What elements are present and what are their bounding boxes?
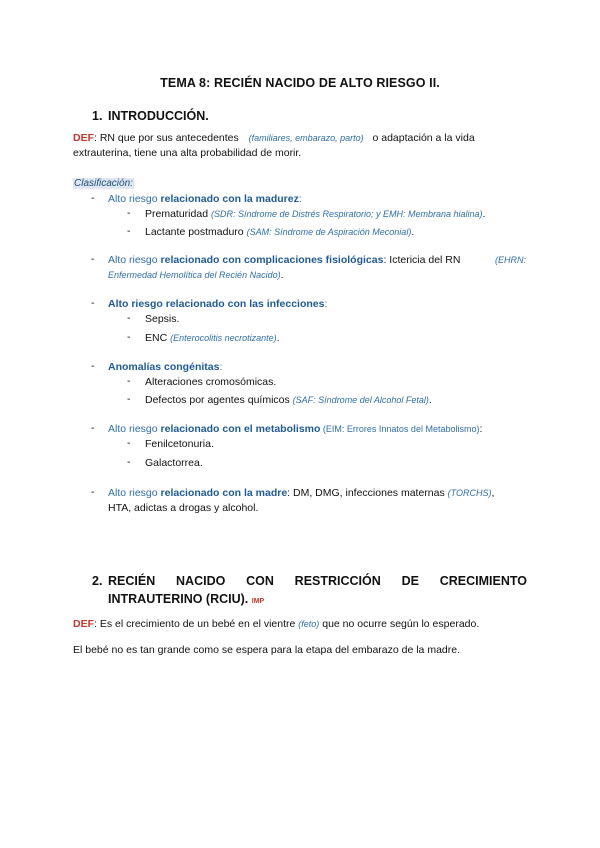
sub-bullet-dash: -	[127, 375, 131, 387]
item-bold: Alto riesgo relacionado con las infecciones	[108, 298, 325, 310]
sub-item-defectos	[145, 393, 432, 408]
item-bold: Anomalías congénitas	[108, 361, 220, 373]
sub-item-sepsis: Sepsis.	[145, 313, 180, 325]
definition-2	[73, 617, 479, 632]
def-label: DEF	[73, 132, 94, 144]
item-madre-line-2: HTA, adictas a drogas y alcohol.	[108, 502, 259, 514]
item-complicaciones	[108, 253, 526, 268]
sub-end: .	[411, 226, 415, 238]
sub-item-fenilcetonuria: Fenilcetonuria.	[145, 438, 214, 450]
item-suffix: :	[219, 361, 223, 373]
item-prefix: Alto riesgo	[108, 254, 161, 266]
item-complicaciones-line-2	[108, 268, 284, 283]
sub-bullet-dash: -	[127, 312, 131, 324]
item-madre	[108, 486, 494, 501]
sub-bullet-dash: -	[127, 456, 131, 468]
sub-bullet-dash: -	[127, 225, 131, 237]
item-metabolismo	[108, 422, 482, 437]
bullet-dash: -	[91, 297, 95, 309]
bullet-dash: -	[91, 360, 95, 372]
def-text-b: o adaptación a la vida	[372, 132, 475, 144]
sub-note: (SAF: Síndrome del Alcohol Fetal)	[292, 395, 429, 405]
sub-text: Lactante postmaduro	[145, 226, 247, 238]
sub-item-galactorrea: Galactorrea.	[145, 457, 203, 469]
sub-text: Defectos por agentes químicos	[145, 394, 293, 406]
section-2-heading-line-2	[108, 592, 264, 606]
item-prefix: Alto riesgo	[108, 193, 161, 205]
def-text-a: : Es el crecimiento de un bebé en el vientre	[94, 618, 299, 630]
item-end: .	[280, 269, 284, 281]
item-suffix: :	[479, 423, 483, 435]
sub-end: .	[482, 208, 486, 220]
section-2-heading-text: INTRAUTERINO (RCIU).	[108, 592, 249, 606]
section-2-heading-line-1: RECIÉN NACIDO CON RESTRICCIÓN DE CRECIMIENTO	[108, 574, 527, 588]
item-bold: relacionado con la madurez	[160, 193, 299, 205]
item-infecciones	[108, 297, 327, 312]
sub-bullet-dash: -	[127, 393, 131, 405]
def-label: DEF	[73, 618, 94, 630]
bullet-dash: -	[91, 486, 95, 498]
sub-note: (SDR: Síndrome de Distrés Respiratorio; y EMH: Membrana hialina)	[210, 209, 483, 219]
item-bold: relacionado con el metabolismo	[160, 423, 321, 435]
sub-end: .	[276, 332, 280, 344]
item-suffix: :	[324, 298, 328, 310]
def-paren: (feto)	[298, 619, 320, 629]
def-text-b: que no ocurre según lo esperado.	[319, 618, 480, 630]
section-2-paragraph: El bebé no es tan grande como se espera para la etapa del embarazo de la madre.	[73, 644, 460, 656]
item-prefix: Alto riesgo	[108, 487, 161, 499]
def-text-a: : RN que por sus antecedentes	[94, 132, 239, 144]
item-bold: relacionado con la madre	[160, 487, 288, 499]
definition-1-line-2: extrauterina, tiene una alta probabilidad de morir.	[73, 147, 302, 159]
sub-item-postmaduro	[145, 225, 414, 240]
sub-end: .	[428, 394, 432, 406]
sub-bullet-dash: -	[127, 437, 131, 449]
sub-bullet-dash: -	[127, 207, 131, 219]
item-end: ,	[491, 487, 495, 499]
def-paren: (familiares, embarazo, parto)	[248, 133, 364, 143]
sub-item-enc	[145, 331, 280, 346]
section-2-number: 2.	[92, 574, 103, 588]
item-suffix: : Ictericia del RN	[383, 254, 461, 266]
section-1-heading: INTRODUCCIÓN.	[108, 109, 209, 123]
section-1-number: 1.	[92, 109, 103, 123]
item-suffix: :	[298, 193, 302, 205]
sub-text: Prematuridad	[145, 208, 211, 220]
definition-1-line-1	[73, 131, 525, 146]
bullet-dash: -	[91, 422, 95, 434]
sub-item-cromosomicas: Alteraciones cromosómicas.	[145, 376, 277, 388]
item-note: (EIM: Errores Innatos del Metabolismo)	[320, 424, 480, 434]
sub-note: (SAM: Síndrome de Aspiración Meconial)	[246, 227, 412, 237]
item-anomalias	[108, 360, 222, 375]
classification-label: Clasificación:	[74, 178, 133, 189]
item-bold: relacionado con complicaciones fisiológicas	[160, 254, 384, 266]
sub-text: ENC	[145, 332, 171, 344]
item-note: (TORCHS)	[447, 488, 492, 498]
sub-item-prematuridad	[145, 207, 485, 222]
bullet-dash: -	[91, 192, 95, 204]
item-madurez	[108, 192, 302, 207]
document-title: TEMA 8: RECIÉN NACIDO DE ALTO RIESGO II.	[160, 76, 440, 90]
imp-badge: IMP	[251, 598, 265, 605]
sub-bullet-dash: -	[127, 331, 131, 343]
item-note-a: (EHRN:	[495, 255, 526, 265]
bullet-dash: -	[91, 253, 95, 265]
sub-note: (Enterocolitis necrotizante)	[170, 333, 277, 343]
item-prefix: Alto riesgo	[108, 423, 161, 435]
item-suffix: : DM, DMG, infecciones maternas	[287, 487, 448, 499]
item-note-b: Enfermedad Hemolítica del Recién Nacido)	[108, 270, 281, 280]
